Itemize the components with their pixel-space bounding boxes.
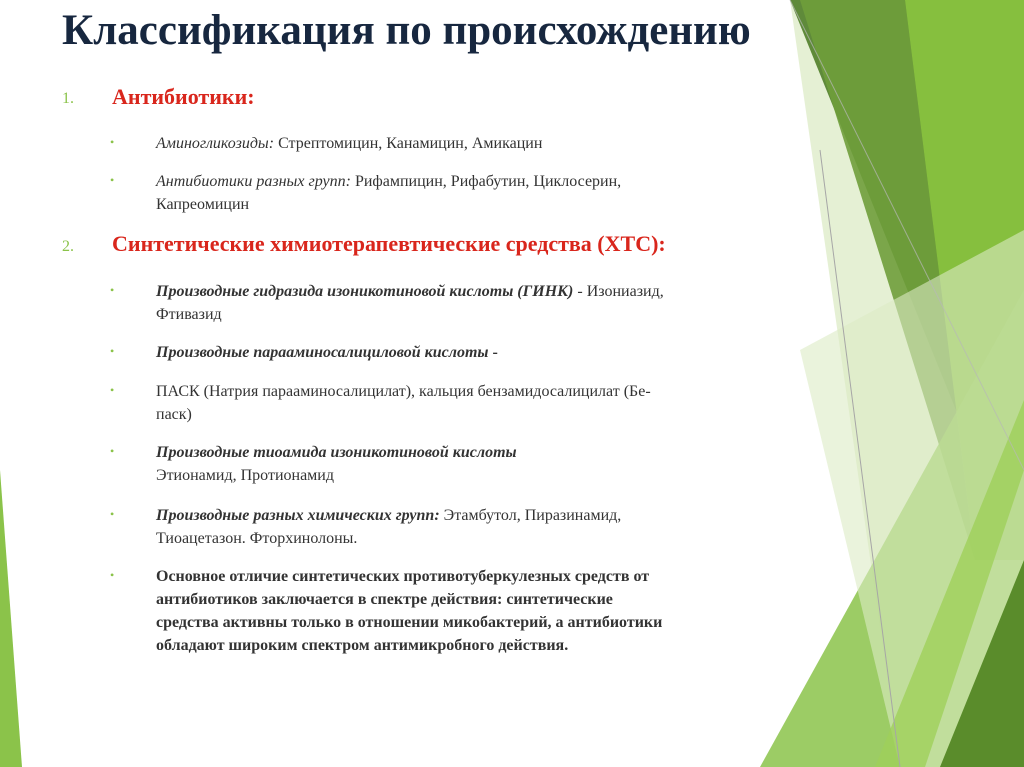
list-item: ПАСК (Натрия парааминосалицилат), кальция бензамидосалицилат (Бе- паск) xyxy=(156,383,651,423)
section-heading-antibiotics: Антибиотики: xyxy=(112,84,255,109)
bullet-icon: • xyxy=(110,283,115,297)
list-item: Производные гидразида изоникотиновой кислоты (ГИНК) - Изониазид, Фтивазид xyxy=(156,283,664,323)
bullet-icon: • xyxy=(110,444,115,458)
list-item: Антибиотики разных групп: Рифампицин, Рифабутин, Циклосерин, Капреомицин xyxy=(156,173,622,213)
bullet-icon: • xyxy=(110,507,115,521)
list-item: Производные парааминосалициловой кислоты - xyxy=(156,344,498,361)
bullet-icon: • xyxy=(110,344,115,358)
list-item: Аминогликозиды: Стрептомицин, Канамицин, Амикацин xyxy=(156,135,543,152)
summary-paragraph: Основное отличие синтетических противотуберкулезных средств от антибиотиков заключается в спектре действия: синтетические средства активны только в отношении микобактерий, а антибиотики обладают широким спектром антимикробного действия. xyxy=(156,568,663,654)
slide-title: Классификация по происхождению xyxy=(62,7,751,54)
list-item: Производные тиоамида изоникотиновой кислоты Этионамид, Протионамид xyxy=(156,444,517,484)
bullet-icon: • xyxy=(110,568,115,582)
section-number: 1. xyxy=(62,90,74,107)
bullet-icon: • xyxy=(110,173,115,187)
left-green-strip xyxy=(0,470,22,767)
section-heading-synthetic: Синтетические химиотерапевтические средства (ХТС): xyxy=(112,231,666,256)
list-item: Производные разных химических групп: Этамбутол, Пиразинамид, Тиоацетазон. Фторхинолоны. xyxy=(156,507,622,547)
bullet-icon: • xyxy=(110,383,115,397)
section-number: 2. xyxy=(62,238,74,255)
bullet-icon: • xyxy=(110,135,115,149)
